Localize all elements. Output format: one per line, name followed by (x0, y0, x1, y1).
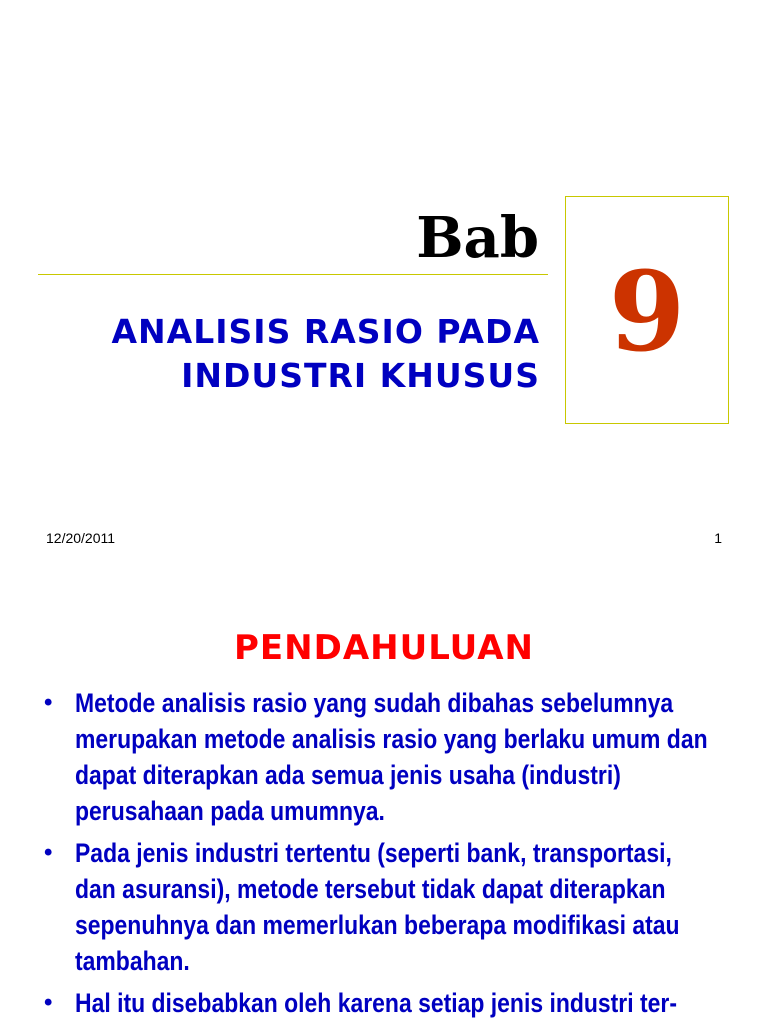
content-slide (0, 560, 768, 1024)
chapter-number-box (565, 196, 729, 424)
bullet-text: Metode analisis rasio yang sudah dibahas sebelumnya merupakan metode analisis rasio yang berlaku umum dan dapat diterapkan ada semua jenis usaha (industri) perusahaan pada umumnya. (75, 688, 708, 826)
title-divider (38, 274, 548, 275)
chapter-title (20, 310, 540, 398)
chapter-title-line-1: ANALISIS RASIO PADA (111, 312, 540, 351)
slide-date: 12/20/2011 (46, 530, 116, 546)
list-item (0, 985, 768, 1021)
bullet-text: Hal itu disebabkan oleh karena setiap jenis industri ter- (75, 988, 677, 1018)
list-item (0, 835, 768, 979)
list-item (0, 685, 768, 829)
section-heading: PENDAHULUAN (234, 628, 534, 668)
chapter-title-line-2: INDUSTRI KHUSUS (181, 356, 540, 395)
bab-label: Bab (416, 205, 539, 271)
slide-page-number: 1 (714, 530, 722, 546)
chapter-number: 9 (608, 247, 686, 376)
bullet-list (0, 685, 768, 1027)
bullet-icon: • (44, 689, 53, 716)
bullet-text: Pada jenis industri tertentu (seperti bank, transportasi, dan asuransi), metode tersebut tidak dapat diterapkan sepenuhnya dan memerlukan beberapa modifikasi atau tambahan. (75, 838, 680, 976)
bullet-icon: • (44, 839, 53, 866)
bullet-icon: • (44, 989, 53, 1016)
